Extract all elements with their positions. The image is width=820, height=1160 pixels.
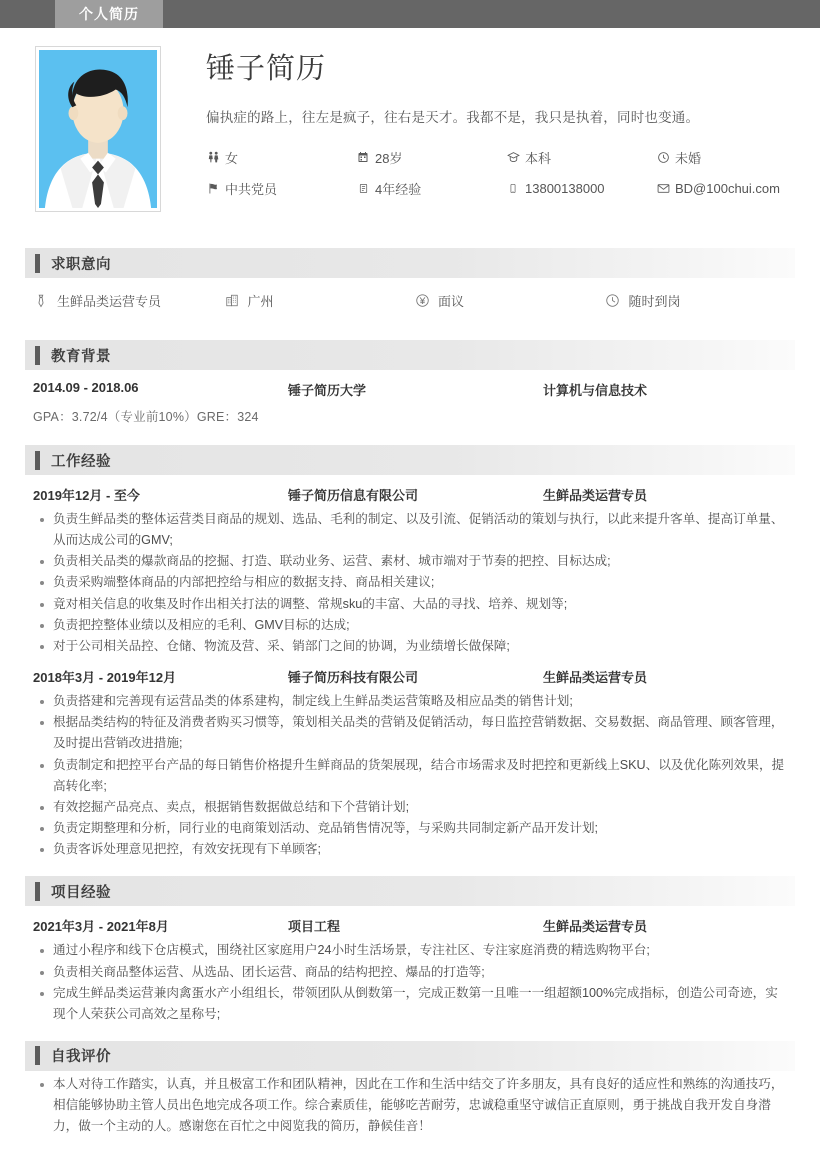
document-icon bbox=[356, 181, 370, 195]
profile-info-grid bbox=[206, 148, 795, 198]
intention-position bbox=[33, 291, 224, 310]
heart-clock-icon bbox=[656, 150, 670, 164]
project-period: 2021年3月 - 2021年8月 bbox=[33, 919, 169, 935]
profile-header bbox=[25, 28, 795, 234]
education-major: 计算机与信息技术 bbox=[543, 383, 648, 398]
list-item: 有效挖掘产品亮点、卖点，根据销售数据做总结和下个营销计划; bbox=[33, 797, 795, 818]
info-phone-text: 13800138000 bbox=[525, 180, 605, 196]
phone-icon bbox=[506, 181, 520, 195]
section-header-project bbox=[25, 876, 795, 906]
envelope-icon bbox=[656, 181, 670, 195]
info-gender-text: 女 bbox=[225, 150, 239, 166]
list-item: 负责相关品类的爆款商品的挖掘、打造、联动业务、运营、素材、城市端对于节奏的把控、目标达成; bbox=[33, 551, 795, 572]
project-name: 项目工程 bbox=[288, 919, 341, 935]
section-accent-bar bbox=[35, 1046, 40, 1065]
project-role: 生鲜品类运营专员 bbox=[543, 919, 648, 935]
list-item: 负责相关商品整体运营、从选品、团长运营、商品的结构把控、爆品的打造等; bbox=[33, 962, 795, 983]
section-accent-bar bbox=[35, 882, 40, 901]
list-item: 负责采购端整体商品的内部把控给与相应的数据支持、商品相关建议; bbox=[33, 572, 795, 593]
yen-icon bbox=[414, 293, 430, 309]
info-email-text: BD@100chui.com bbox=[675, 180, 780, 196]
section-title-education: 教育背景 bbox=[51, 348, 111, 365]
project-bullets bbox=[25, 937, 795, 1025]
section-title-project: 项目经验 bbox=[51, 884, 111, 901]
info-age bbox=[356, 148, 506, 167]
flag-icon bbox=[206, 181, 220, 195]
building-icon bbox=[224, 293, 240, 309]
avatar-frame bbox=[35, 46, 161, 212]
work-entry bbox=[25, 475, 795, 657]
section-accent-bar bbox=[35, 254, 40, 273]
work-entry bbox=[25, 657, 795, 860]
education-school: 锤子简历大学 bbox=[288, 383, 367, 398]
work-company: 锤子简历科技有限公司 bbox=[288, 670, 419, 686]
section-body-evaluation bbox=[25, 1071, 795, 1139]
section-title-evaluation: 自我评价 bbox=[51, 1049, 111, 1066]
info-gender bbox=[206, 148, 356, 167]
profile-details bbox=[161, 46, 795, 212]
list-item: 完成生鲜品类运营兼肉禽蛋水产小组组长，带领团队从倒数第一，完成正数第一且唯一一组超额100%完成指标，创造公司奇迹，实现个人荣获公司高效之星称号; bbox=[33, 983, 795, 1025]
info-marital bbox=[656, 148, 795, 167]
section-accent-bar bbox=[35, 346, 40, 365]
list-item: 本人对待工作踏实，认真，并且极富工作和团队精神，因此在工作和生活中结交了许多朋友，具有良好的适应性和熟练的沟通技巧，相信能够协助主管人员出色地完成各项工作。综合素质佳，能够吃苦耐劳，忠诚稳重坚守诚信正直原则，勇于挑战自我开发自身潜力，做一个主动的人。感谢您在百忙之中阅览我的简历，静候佳音！ bbox=[33, 1074, 795, 1137]
section-body-project bbox=[25, 906, 795, 1027]
intention-salary-text: 面议 bbox=[438, 294, 465, 309]
evaluation-bullets bbox=[25, 1071, 795, 1137]
work-company: 锤子简历信息有限公司 bbox=[288, 488, 419, 503]
intention-position-text: 生鲜品类运营专员 bbox=[57, 294, 162, 309]
list-item: 负责制定和把控平台产品的每日销售价格提升生鲜商品的货架展现，结合市场需求及时把控和更新线上SKU、以及优化陈列效果，提高转化率; bbox=[33, 755, 795, 797]
list-item: 负责定期整理和分析，同行业的电商策划活动、竞品销售情况等，与采购共同制定新产品开发计划; bbox=[33, 818, 795, 839]
work-bullets bbox=[25, 506, 795, 657]
section-header-work bbox=[25, 445, 795, 475]
section-header-education bbox=[25, 340, 795, 370]
section-title-work: 工作经验 bbox=[51, 453, 111, 470]
project-entry-header bbox=[25, 906, 795, 937]
candidate-name: 锤子简历 bbox=[206, 53, 327, 85]
section-header-intention bbox=[25, 248, 795, 278]
info-experience-text: 4年经验 bbox=[375, 181, 422, 197]
top-bar bbox=[0, 0, 820, 28]
education-detail: GPA：3.72/4（专业前10%）GRE：324 bbox=[33, 410, 259, 424]
gender-icon bbox=[206, 150, 220, 164]
work-bullets bbox=[25, 688, 795, 860]
section-body-work bbox=[25, 475, 795, 862]
list-item: 负责生鲜品类的整体运营类目商品的规划、选品、毛利的制定、以及引流、促销活动的策划与执行，以此来提升客单、提高订单量、从而达成公司的GMV; bbox=[33, 509, 795, 551]
clock-icon bbox=[605, 293, 621, 309]
work-period: 2018年3月 - 2019年12月 bbox=[33, 670, 177, 686]
info-education bbox=[506, 148, 656, 167]
work-period: 2019年12月 - 至今 bbox=[33, 488, 140, 503]
list-item: 负责搭建和完善现有运营品类的体系建构，制定线上生鲜品类运营策略及相应品类的销售计划; bbox=[33, 691, 795, 712]
intention-city-text: 广州 bbox=[247, 294, 274, 309]
resume-tab[interactable]: 个人简历 bbox=[55, 0, 163, 28]
candidate-motto: 偏执症的路上，往左是疯子，往右是天才。我都不是，我只是执着，同时也变通。 bbox=[206, 109, 700, 125]
graduation-icon bbox=[506, 150, 520, 164]
intention-city bbox=[224, 291, 415, 310]
work-role: 生鲜品类运营专员 bbox=[543, 670, 648, 686]
intention-row bbox=[25, 278, 795, 324]
intention-salary bbox=[414, 291, 605, 310]
section-header-evaluation bbox=[25, 1041, 795, 1071]
section-accent-bar bbox=[35, 451, 40, 470]
education-period: 2014.09 - 2018.06 bbox=[33, 380, 139, 395]
work-entry-header bbox=[25, 475, 795, 506]
list-item: 通过小程序和线下仓店模式，围绕社区家庭用户24小时生活场景，专注社区、专注家庭消费的精选购物平台; bbox=[33, 940, 795, 961]
avatar bbox=[39, 50, 157, 208]
work-entry-header bbox=[25, 657, 795, 688]
work-role: 生鲜品类运营专员 bbox=[543, 488, 648, 503]
calendar-icon bbox=[356, 150, 370, 164]
section-body-education bbox=[25, 370, 795, 431]
info-education-text: 本科 bbox=[525, 150, 552, 166]
list-item: 负责把控整体业绩以及相应的毛利、GMV目标的达成; bbox=[33, 615, 795, 636]
list-item: 负责客诉处理意见把控，有效安抚现有下单顾客; bbox=[33, 839, 795, 860]
intention-availability bbox=[605, 291, 796, 310]
info-political-text: 中共党员 bbox=[225, 181, 278, 197]
info-experience bbox=[356, 179, 506, 198]
section-title-intention: 求职意向 bbox=[51, 256, 111, 273]
intention-availability-text: 随时到岗 bbox=[628, 294, 681, 309]
info-age-text: 28岁 bbox=[375, 150, 403, 166]
page-container bbox=[0, 28, 820, 1139]
info-marital-text: 未婚 bbox=[675, 150, 702, 166]
top-bar-spacer bbox=[0, 0, 55, 28]
list-item: 根据品类结构的特征及消费者购买习惯等，策划相关品类的营销及促销活动，每日监控营销数据、交易数据、商品管理、顾客管理，及时提出营销改进措施; bbox=[33, 712, 795, 754]
info-political bbox=[206, 179, 356, 198]
list-item: 竟对相关信息的收集及时作出相关打法的调整、常规sku的丰富、大品的寻找、培养、规划等; bbox=[33, 594, 795, 615]
info-phone bbox=[506, 179, 656, 198]
education-entry-header bbox=[25, 370, 795, 401]
section-body-intention bbox=[25, 278, 795, 326]
necktie-icon bbox=[33, 293, 49, 309]
info-email bbox=[656, 179, 795, 198]
list-item: 对于公司相关品控、仓储、物流及营、采、销部门之间的协调，为业绩增长做保障; bbox=[33, 636, 795, 657]
